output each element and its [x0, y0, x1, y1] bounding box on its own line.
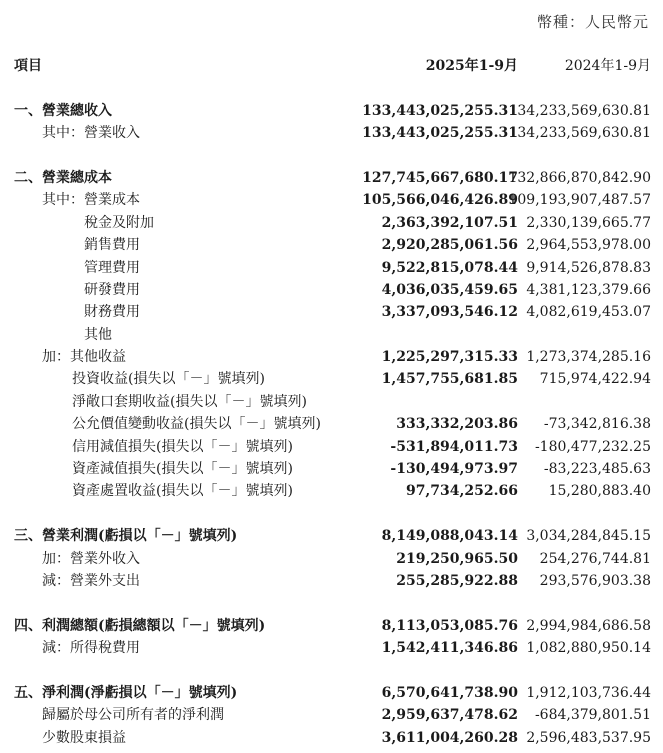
row-label: 管理費用 — [84, 259, 140, 276]
value-2024: 715,974,422.94 — [539, 371, 651, 388]
table-row — [0, 346, 663, 368]
value-2024: 1,273,374,285.16 — [526, 349, 651, 366]
value-2024: 254,276,744.81 — [539, 550, 651, 567]
spacer — [0, 503, 663, 525]
row-label: 淨敞口套期收益(損失以「－」號填列) — [72, 393, 307, 410]
row-label: 投資收益(損失以「－」號填列) — [72, 371, 265, 388]
row-label: 五、淨利潤(淨虧損以「－」號填列) — [14, 684, 238, 701]
value-2024: 15,280,883.40 — [548, 483, 651, 500]
value-2025: 3,337,093,546.12 — [381, 304, 518, 321]
table-row — [0, 615, 663, 637]
row-label: 研發費用 — [84, 281, 140, 298]
value-2025: 2,959,637,478.62 — [381, 707, 518, 724]
row-label: 信用減值損失(損失以「－」號填列) — [72, 438, 293, 455]
row-label: 其中：營業收入 — [42, 125, 140, 142]
value-2024: 2,330,139,665.77 — [526, 214, 651, 231]
value-2024: 4,381,123,379.66 — [526, 281, 651, 298]
table-row — [0, 212, 663, 234]
header-col-2024: 2024年1-9月 — [564, 58, 651, 74]
value-2025: 219,250,965.50 — [396, 550, 518, 567]
table-row — [0, 189, 663, 211]
table-row — [0, 480, 663, 502]
value-2025: 8,149,088,043.14 — [381, 528, 518, 545]
row-label: 三、營業利潤(虧損以「－」號填列) — [14, 528, 238, 545]
value-2025: -130,494,973.97 — [390, 461, 518, 478]
table-row — [0, 704, 663, 726]
row-label: 一、營業總收入 — [14, 102, 112, 119]
row-label: 稅金及附加 — [84, 214, 154, 231]
row-label: 資產處置收益(損失以「－」號填列) — [72, 483, 293, 500]
value-2024: -73,342,816.38 — [543, 416, 651, 433]
value-2025: 255,285,922.88 — [396, 572, 518, 589]
value-2025: 333,332,203.86 — [396, 416, 518, 433]
value-2025: 1,457,755,681.85 — [381, 371, 518, 388]
value-2025: 133,443,025,255.31 — [362, 102, 518, 119]
table-row — [0, 368, 663, 390]
value-2024: 1,912,103,736.44 — [526, 684, 651, 701]
value-2024: 3,034,284,845.15 — [526, 528, 651, 545]
row-label: 其中：營業成本 — [42, 192, 140, 209]
row-label: 銷售費用 — [84, 237, 140, 254]
value-2025: 9,522,815,078.44 — [381, 259, 518, 276]
value-2025: 2,920,285,061.56 — [381, 237, 518, 254]
value-2024: 293,576,903.38 — [539, 572, 651, 589]
value-2025: 1,225,297,315.33 — [381, 349, 518, 366]
spacer — [0, 145, 663, 167]
row-label: 資產減值損失(損失以「－」號填列) — [72, 461, 293, 478]
currency-note: 幣種：人民幣元 — [536, 13, 649, 31]
value-2024: 4,082,619,453.07 — [526, 304, 651, 321]
spacer — [0, 592, 663, 614]
spacer — [0, 660, 663, 682]
value-2024: -684,379,801.51 — [534, 707, 651, 724]
table-row — [0, 100, 663, 122]
value-2024: 134,233,569,630.81 — [508, 102, 651, 119]
value-2025: 2,363,392,107.51 — [381, 214, 518, 231]
row-label: 二、營業總成本 — [14, 169, 112, 186]
row-label: 其他 — [84, 326, 112, 343]
value-2025: 1,542,411,346.86 — [381, 640, 518, 657]
table-row — [0, 548, 663, 570]
table-row — [0, 301, 663, 323]
table-row — [0, 637, 663, 659]
table-header — [0, 55, 663, 77]
value-2025: 97,734,252.66 — [405, 483, 518, 500]
table-row — [0, 122, 663, 144]
value-2024: 2,994,984,686.58 — [526, 617, 651, 634]
table-row — [0, 413, 663, 435]
table-row — [0, 727, 663, 749]
table-row — [0, 324, 663, 346]
row-label: 加：其他收益 — [42, 349, 126, 366]
row-label: 減：營業外支出 — [42, 572, 140, 589]
table-row — [0, 279, 663, 301]
table-row — [0, 570, 663, 592]
row-label: 公允價值變動收益(損失以「－」號填列) — [72, 416, 321, 433]
value-2024: 1,082,880,950.14 — [526, 640, 651, 657]
value-2025: -531,894,011.73 — [390, 438, 518, 455]
value-2025: 133,443,025,255.31 — [362, 125, 518, 142]
value-2025: 3,611,004,260.28 — [381, 729, 518, 746]
table-row — [0, 167, 663, 189]
value-2024: 134,233,569,630.81 — [508, 125, 651, 142]
row-label: 加：營業外收入 — [42, 550, 140, 567]
value-2024: -180,477,232.25 — [534, 438, 651, 455]
value-2025: 6,570,641,738.90 — [381, 684, 518, 701]
value-2024: 132,866,870,842.90 — [508, 169, 651, 186]
table-row — [0, 436, 663, 458]
row-label: 四、利潤總額(虧損總額以「－」號填列) — [14, 617, 266, 634]
value-2024: 9,914,526,878.83 — [526, 259, 651, 276]
income-statement-table — [0, 55, 663, 749]
table-row — [0, 458, 663, 480]
value-2025: 127,745,667,680.17 — [362, 169, 518, 186]
value-2024: -83,223,485.63 — [543, 461, 651, 478]
row-label: 財務費用 — [84, 304, 140, 321]
row-label: 減：所得稅費用 — [42, 640, 140, 657]
row-label: 歸屬於母公司所有者的淨利潤 — [42, 707, 224, 724]
header-col-2025: 2025年1-9月 — [425, 58, 518, 74]
value-2025: 105,566,046,426.89 — [362, 192, 518, 209]
table-row — [0, 257, 663, 279]
table-row — [0, 391, 663, 413]
value-2024: 2,596,483,537.95 — [526, 729, 651, 746]
value-2025: 8,113,053,085.76 — [381, 617, 518, 634]
spacer — [0, 77, 663, 99]
table-row — [0, 234, 663, 256]
header-item: 項目 — [14, 58, 42, 74]
value-2024: 109,193,907,487.57 — [508, 192, 651, 209]
table-row — [0, 682, 663, 704]
value-2024: 2,964,553,978.00 — [526, 237, 651, 254]
row-label: 少數股東損益 — [42, 729, 126, 746]
table-row — [0, 525, 663, 547]
value-2025: 4,036,035,459.65 — [381, 281, 518, 298]
